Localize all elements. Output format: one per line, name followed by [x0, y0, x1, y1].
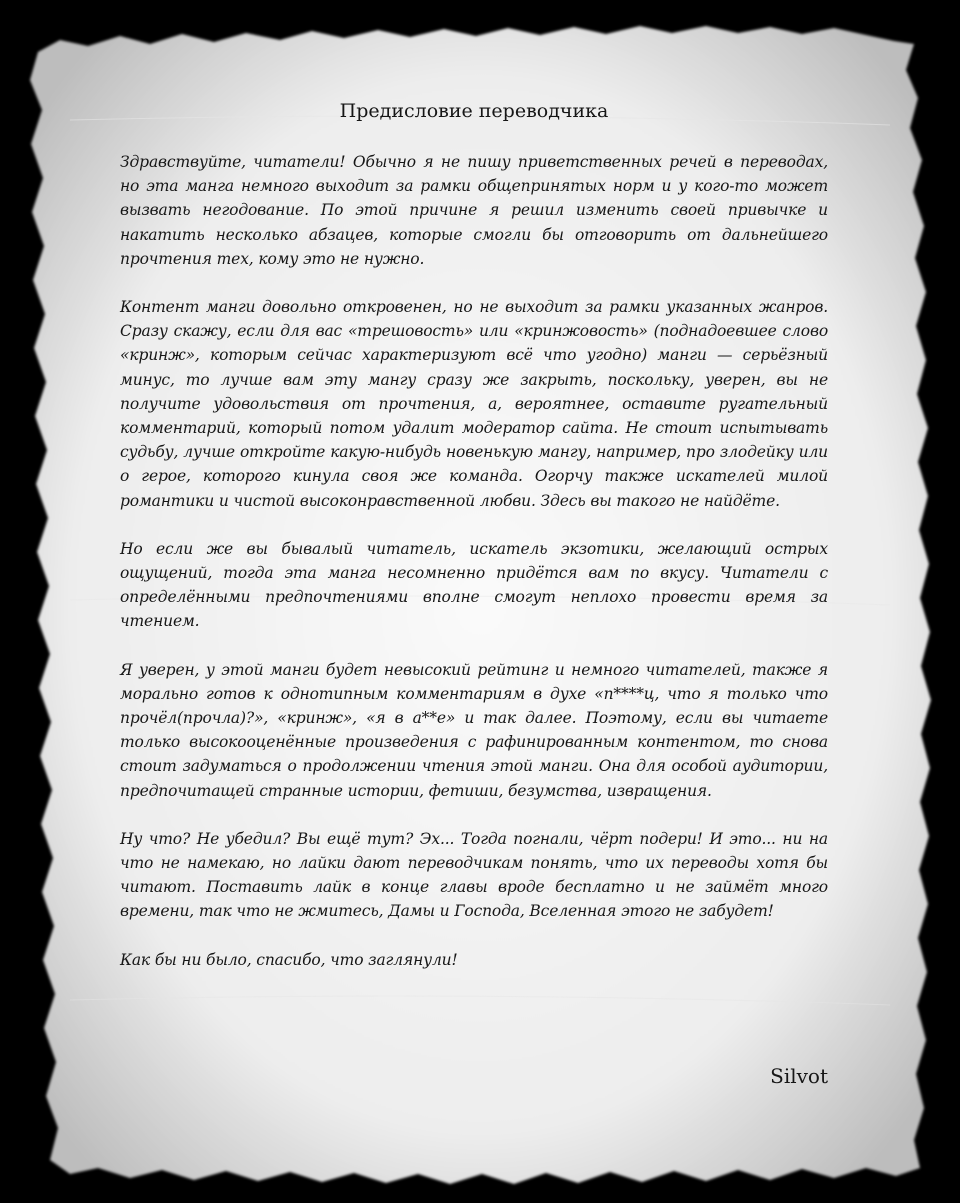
translator-signature: Silvot [770, 1064, 828, 1088]
paragraph-rating: Я уверен, у этой манги будет невысокий рейтинг и немного читателей, также я морально готов к однотипным комментариям в духе «п****ц, что я только что прочёл(прочла)?», «кринж», «я в а**е» и так далее. Поэтому, если вы читаете только высокооценённые произведения с рафинированным контентом, то снова стоит задуматься о продолжении чтения этой манги. Она для особой аудитории, предпочитащей странные истории, фетиши, безумства, извращения. [120, 660, 828, 800]
paragraph-audience: Но если же вы бывалый читатель, искатель экзотики, желающий острых ощущений, тогда эта манга несомненно придётся вам по вкусу. Читатели с определёнными предпочтениями вполне смогут неплохо провести время за чтением. [120, 539, 828, 631]
foreword-text-block [120, 100, 828, 996]
paragraph-content-warning: Контент манги довольно откровенен, но не выходит за рамки указанных жанров. Сразу скажу, если для вас «трешовость» или «кринжовость» (поднадоевшее слово «кринж», которым сейчас характеризуют всё что угодно) манги — серьёзный минус, то лучше вам эту мангу сразу же закрыть, поскольку, уверен, вы не получите удовольствия от прочтения, а, вероятнее, оставите ругательный комментарий, который потом удалит модератор сайта. Не стоит испытывать судьбу, лучше откройте какую-нибудь новенькую мангу, например, про злодейку или о герое, которого кинула своя же команда. Огорчу также искателей милой романтики и чистой высоконравственной любви. Здесь вы такого не найдёте. [120, 298, 828, 510]
paragraph-greeting: Здравствуйте, читатели! Обычно я не пишу приветственных речей в переводах, но эта манга немного выходит за рамки общепринятых норм и у кого-то может вызвать негодование. По этой причине я решил изменить своей привычке и накатить несколько абзацев, которые смогли бы отговорить от дальнейшего прочтения тех, кому это не нужно. [120, 153, 828, 268]
paragraph-likes-request: Ну что? Не убедил? Вы ещё тут? Эх... Тогда погнали, чёрт подери! И это... ни на что не намекаю, но лайки дают переводчикам понять, что их переводы хотя бы читают. Поставить лайк в конце главы вроде бесплатно и не займёт много времени, так что не жмитесь, Дамы и Господа, Вселенная этого не забудет! [120, 829, 828, 921]
paragraph-thanks: Как бы ни было, спасибо, что заглянули! [120, 950, 458, 969]
page-title: Предисловие переводчика [339, 100, 609, 122]
